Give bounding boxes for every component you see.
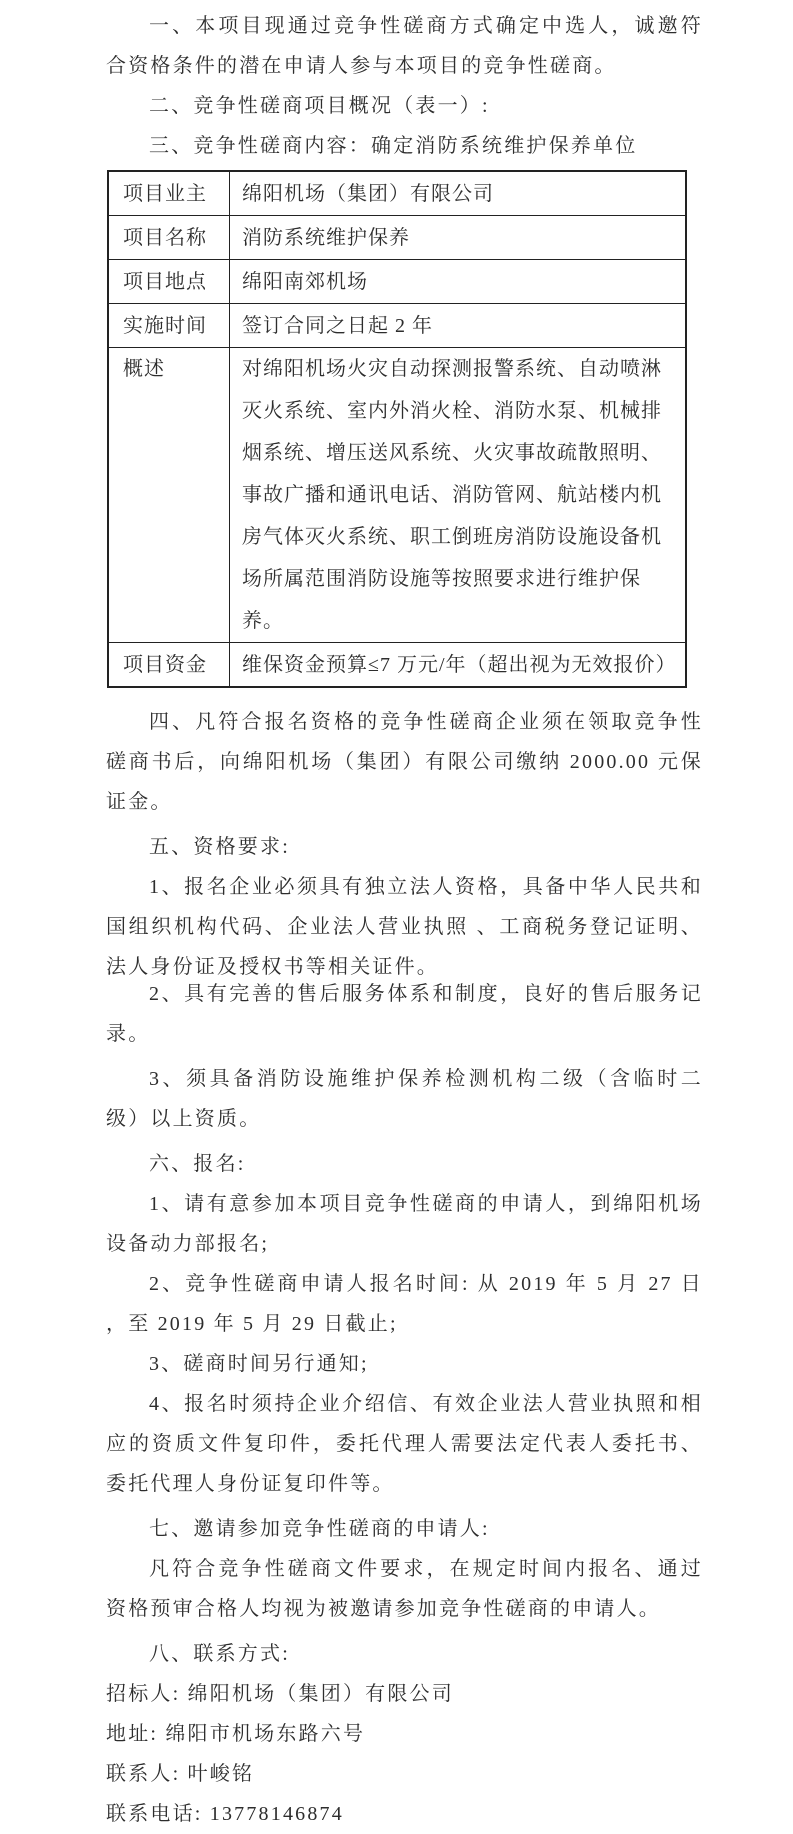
table-row-project-budget: [108, 643, 686, 688]
cell-label: 实施时间: [108, 304, 230, 348]
project-overview-table: [107, 170, 687, 688]
para-registration-heading: 六、报名:: [149, 1153, 246, 1175]
para-deposit-requirement: 四、凡符合报名资格的竞争性磋商企业须在领取竞争性磋商书后，向绵阳机场（集团）有限公司缴纳 2000.00 元保证金。: [106, 711, 703, 813]
cell-label: 项目地点: [108, 260, 230, 304]
contact-phone-line: 联系电话: 13778146874: [106, 1803, 344, 1825]
para-contact-heading: 八、联系方式:: [149, 1643, 290, 1665]
para-qualification-item-1: 1、报名企业必须具有独立法人资格，具备中华人民共和国组织机构代码、企业法人营业执照 、工商税务登记证明、法人身份证及授权书等相关证件。: [106, 876, 703, 978]
para-registration-item-4: 4、报名时须持企业介绍信、有效企业法人营业执照和相应的资质文件复印件，委托代理人需要法定代表人委托书、委托代理人身份证复印件等。: [106, 1393, 703, 1495]
table-row-project-location: [108, 260, 686, 304]
table-row-implementation-period: [108, 304, 686, 348]
para-qualification-item-3: 3、须具备消防设施维护保养检测机构二级（含临时二级）以上资质。: [106, 1068, 703, 1130]
para-registration-item-1: 1、请有意参加本项目竞争性磋商的申请人，到绵阳机场设备动力部报名;: [106, 1193, 703, 1255]
para-invitation-heading: 七、邀请参加竞争性磋商的申请人:: [149, 1518, 490, 1540]
contact-address-line: 地址: 绵阳市机场东路六号: [106, 1723, 366, 1745]
para-negotiation-content: 三、竞争性磋商内容：确定消防系统维护保养单位: [149, 135, 638, 157]
table-row-project-owner: [108, 171, 686, 216]
para-invitation-body: 凡符合竞争性磋商文件要求，在规定时间内报名、通过资格预审合格人均视为被邀请参加竞争性磋商的申请人。: [106, 1558, 703, 1620]
para-project-overview-heading: 二、竞争性磋商项目概况（表一）:: [149, 95, 490, 117]
cell-label: 概述: [108, 348, 230, 643]
para-qualification-heading: 五、资格要求:: [149, 836, 290, 858]
cell-label: 项目名称: [108, 216, 230, 260]
cell-value: 签订合同之日起 2 年: [230, 304, 687, 348]
cell-value: 对绵阳机场火灾自动探测报警系统、自动喷淋灭火系统、室内外消火栓、消防水泵、机械排烟系统、增压送风系统、火灾事故疏散照明、事故广播和通讯电话、消防管网、航站楼内机房气体灭火系统、职工倒班房消防设施设备机场所属范围消防设施等按照要求进行维护保养。: [230, 348, 687, 643]
cell-label: 项目业主: [108, 171, 230, 216]
cell-label: 项目资金: [108, 643, 230, 688]
contact-person-line: 联系人: 叶峻铭: [106, 1763, 255, 1785]
para-registration-item-2: 2、竞争性磋商申请人报名时间: 从 2019 年 5 月 27 日 ，至 2019 年 5 月 29 日截止;: [106, 1273, 704, 1335]
para-selection-method: 一、本项目现通过竞争性磋商方式确定中选人，诚邀符合资格条件的潜在申请人参与本项目的竞争性磋商。: [106, 15, 703, 77]
cell-value: 维保资金预算≤7 万元/年（超出视为无效报价）: [230, 643, 687, 688]
para-qualification-item-2: 2、具有完善的售后服务体系和制度，良好的售后服务记录。: [106, 983, 703, 1045]
table-row-project-name: [108, 216, 686, 260]
para-registration-item-3: 3、磋商时间另行通知;: [149, 1353, 369, 1375]
contact-tenderee-line: 招标人: 绵阳机场（集团）有限公司: [106, 1683, 454, 1705]
cell-value: 消防系统维护保养: [230, 216, 687, 260]
cell-value: 绵阳机场（集团）有限公司: [230, 171, 687, 216]
cell-value: 绵阳南郊机场: [230, 260, 687, 304]
table-row-overview: [108, 348, 686, 643]
